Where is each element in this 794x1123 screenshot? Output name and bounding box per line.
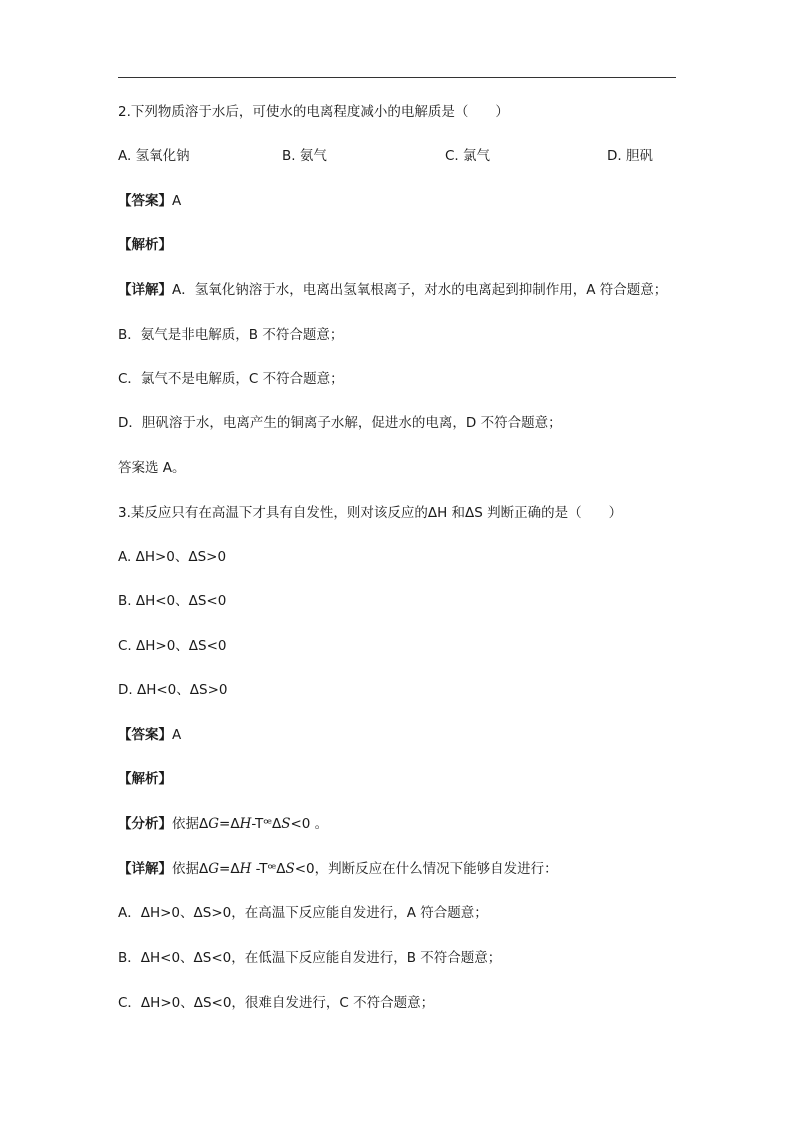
answer-tag: 【答案】 bbox=[118, 727, 172, 743]
fenxi-prefix: 依据Δ bbox=[172, 816, 209, 832]
fenxi-times-symbol: ꟹ bbox=[263, 816, 272, 832]
detail-var-g: G bbox=[208, 861, 220, 877]
detail-tag: 【详解】 bbox=[118, 861, 172, 877]
answer-value: A bbox=[172, 727, 182, 743]
q3-analysis-heading bbox=[118, 770, 172, 788]
fenxi-post: <0 。 bbox=[290, 816, 329, 832]
analysis-tag: 【解析】 bbox=[118, 237, 172, 253]
q3-option-b: B. ΔH<0、ΔS<0 bbox=[118, 593, 227, 609]
q3-detail-b: B．ΔH<0、ΔS<0，在低温下反应能自发进行，B 不符合题意； bbox=[118, 950, 502, 966]
q2-detail-c: C．氯气不是电解质，C 不符合题意； bbox=[118, 371, 344, 387]
q2-conclusion: 答案选 A。 bbox=[118, 460, 186, 476]
detail-delta: Δ bbox=[276, 861, 286, 877]
q2-option-c: C. 氯气 bbox=[445, 148, 491, 164]
q3-option-d: D. ΔH<0、ΔS>0 bbox=[118, 682, 228, 698]
fenxi-var-g: G bbox=[208, 816, 220, 832]
q2-answer bbox=[118, 192, 181, 210]
q2-option-a: A. 氢氧化钠 bbox=[118, 148, 190, 164]
q3-detail-c: C．ΔH>0、ΔS<0，很难自发进行，C 不符合题意； bbox=[118, 995, 435, 1011]
analysis-tag: 【解析】 bbox=[118, 771, 172, 787]
q2-analysis-heading bbox=[118, 236, 172, 254]
detail-times-symbol: ꟹ bbox=[267, 861, 277, 877]
q3-detail-a: A．ΔH>0、ΔS>0，在高温下反应能自发进行，A 符合题意； bbox=[118, 905, 488, 921]
q2-detail-d: D．胆矾溶于水，电离产生的铜离子水解，促进水的电离，D 不符合题意； bbox=[118, 415, 562, 431]
answer-tag: 【答案】 bbox=[118, 193, 172, 209]
q3-fenxi bbox=[118, 815, 328, 833]
q2-stem: 2.下列物质溶于水后，可使水的电离程度减小的电解质是（ ） bbox=[118, 104, 509, 120]
fenxi-delta: Δ bbox=[271, 816, 282, 832]
detail-var-s: S bbox=[285, 861, 295, 877]
fenxi-var-h: H bbox=[239, 816, 252, 832]
answer-value: A bbox=[172, 193, 182, 209]
fenxi-eq: =Δ bbox=[219, 816, 240, 832]
detail-var-h: H bbox=[239, 861, 252, 877]
q3-answer bbox=[118, 726, 181, 744]
detail-mid: -T bbox=[251, 861, 268, 877]
q3-stem: 3.某反应只有在高温下才具有自发性，则对该反应的ΔH 和ΔS 判断正确的是（ ） bbox=[118, 505, 623, 521]
q2-option-b: B. 氨气 bbox=[282, 148, 327, 164]
detail-post: <0，判断反应在什么情况下能够自发进行： bbox=[294, 861, 558, 877]
q2-detail-b: B．氨气是非电解质，B 不符合题意； bbox=[118, 327, 344, 343]
header-rule bbox=[118, 77, 676, 78]
detail-text: A．氢氧化钠溶于水，电离出氢氧根离子，对水的电离起到抑制作用，A 符合题意； bbox=[172, 282, 668, 298]
detail-tag: 【详解】 bbox=[118, 282, 172, 298]
fenxi-mid: -T bbox=[251, 816, 264, 832]
q3-detail bbox=[118, 860, 558, 878]
fenxi-tag: 【分析】 bbox=[118, 816, 172, 832]
detail-eq: =Δ bbox=[219, 861, 240, 877]
fenxi-var-s: S bbox=[281, 816, 291, 832]
detail-prefix: 依据Δ bbox=[172, 861, 209, 877]
q3-option-c: C. ΔH>0、ΔS<0 bbox=[118, 638, 227, 654]
q2-option-d: D. 胆矾 bbox=[607, 148, 653, 164]
q2-detail bbox=[118, 281, 667, 299]
q3-option-a: A. ΔH>0、ΔS>0 bbox=[118, 549, 227, 565]
